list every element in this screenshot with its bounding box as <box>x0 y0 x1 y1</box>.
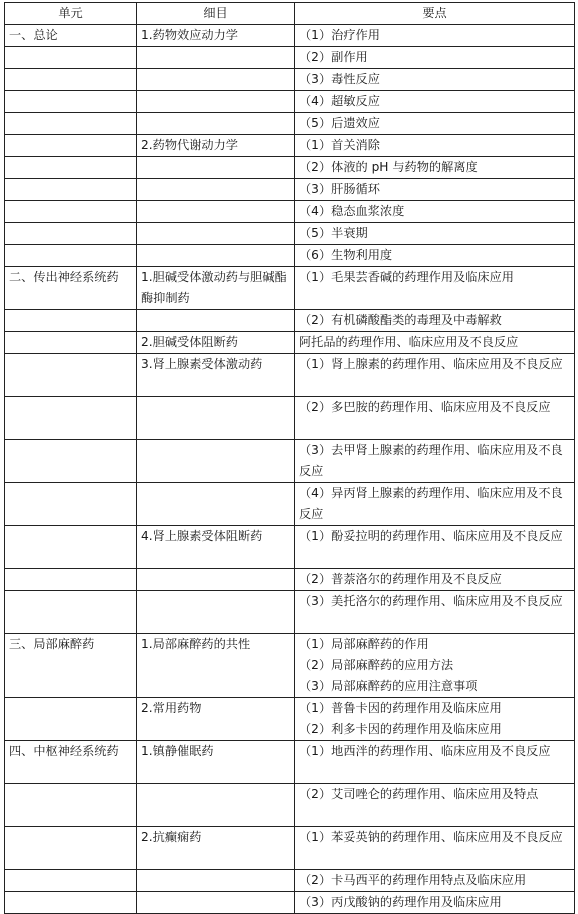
unit-cell <box>5 69 137 91</box>
point-cell: （2）多巴胺的药理作用、临床应用及不良反应 <box>295 397 575 440</box>
table-row <box>5 569 575 591</box>
detail-cell <box>137 310 295 332</box>
table-row <box>5 201 575 223</box>
point-cell: （1）首关消除 <box>295 135 575 157</box>
point-line: （2）局部麻醉药的应用方法 <box>299 658 454 672</box>
detail-cell <box>137 591 295 634</box>
point-line: （1）普鲁卡因的药理作用及临床应用 <box>299 701 502 715</box>
point-cell: （1）酚妥拉明的药理作用、临床应用及不良反应 <box>295 526 575 569</box>
point-cell: （5）半衰期 <box>295 223 575 245</box>
detail-cell <box>137 201 295 223</box>
detail-cell: 1.镇静催眠药 <box>137 741 295 784</box>
header-row <box>5 3 575 25</box>
point-cell: （2）普萘洛尔的药理作用及不良反应 <box>295 569 575 591</box>
unit-cell <box>5 827 137 870</box>
detail-cell <box>137 113 295 135</box>
table-row <box>5 310 575 332</box>
detail-cell <box>137 870 295 892</box>
table-row <box>5 25 575 47</box>
syllabus-table <box>4 2 575 914</box>
detail-cell <box>137 69 295 91</box>
table-row <box>5 483 575 526</box>
point-cell: （5）后遗效应 <box>295 113 575 135</box>
unit-cell <box>5 245 137 267</box>
detail-cell <box>137 569 295 591</box>
unit-cell <box>5 483 137 526</box>
table-row <box>5 245 575 267</box>
detail-cell: 2.胆碱受体阻断药 <box>137 332 295 354</box>
point-cell: （3）肝肠循环 <box>295 179 575 201</box>
point-cell <box>295 698 575 741</box>
table-row <box>5 397 575 440</box>
table-row <box>5 784 575 827</box>
unit-cell <box>5 223 137 245</box>
point-cell: （4）超敏反应 <box>295 91 575 113</box>
table-row <box>5 113 575 135</box>
detail-cell: 4.肾上腺素受体阻断药 <box>137 526 295 569</box>
point-line: （1）局部麻醉药的作用 <box>299 637 429 651</box>
detail-cell <box>137 892 295 914</box>
unit-cell <box>5 332 137 354</box>
unit-cell <box>5 784 137 827</box>
detail-cell <box>137 47 295 69</box>
unit-cell <box>5 91 137 113</box>
table-row <box>5 591 575 634</box>
unit-cell <box>5 870 137 892</box>
detail-cell: 1.胆碱受体激动药与胆碱酯酶抑制药 <box>137 267 295 310</box>
unit-cell: 二、传出神经系统药 <box>5 267 137 310</box>
point-cell: （1）治疗作用 <box>295 25 575 47</box>
detail-cell <box>137 245 295 267</box>
unit-cell <box>5 310 137 332</box>
table-row <box>5 870 575 892</box>
point-cell: （3）美托洛尔的药理作用、临床应用及不良反应 <box>295 591 575 634</box>
point-cell: （1）地西泮的药理作用、临床应用及不良反应 <box>295 741 575 784</box>
table-row <box>5 267 575 310</box>
point-cell: （1）苯妥英钠的药理作用、临床应用及不良反应 <box>295 827 575 870</box>
table-row <box>5 47 575 69</box>
unit-cell <box>5 157 137 179</box>
unit-cell <box>5 354 137 397</box>
point-cell: （6）生物利用度 <box>295 245 575 267</box>
detail-cell: 2.药物代谢动力学 <box>137 135 295 157</box>
detail-cell: 2.常用药物 <box>137 698 295 741</box>
point-cell: （2）有机磷酸酯类的毒理及中毒解救 <box>295 310 575 332</box>
point-cell: （1）毛果芸香碱的药理作用及临床应用 <box>295 267 575 310</box>
unit-cell: 一、总论 <box>5 25 137 47</box>
unit-cell: 三、局部麻醉药 <box>5 634 137 698</box>
unit-cell: 四、中枢神经系统药 <box>5 741 137 784</box>
detail-cell <box>137 397 295 440</box>
point-cell <box>295 634 575 698</box>
unit-cell <box>5 591 137 634</box>
point-line: （3）局部麻醉药的应用注意事项 <box>299 679 478 693</box>
point-cell: （2）副作用 <box>295 47 575 69</box>
table-row <box>5 223 575 245</box>
detail-cell <box>137 483 295 526</box>
detail-cell: 1.局部麻醉药的共性 <box>137 634 295 698</box>
detail-cell <box>137 91 295 113</box>
point-cell: （3）丙戊酸钠的药理作用及临床应用 <box>295 892 575 914</box>
point-cell: （3）去甲肾上腺素的药理作用、临床应用及不良反应 <box>295 440 575 483</box>
unit-cell <box>5 892 137 914</box>
table-row <box>5 157 575 179</box>
table-row <box>5 634 575 698</box>
point-cell: （3）毒性反应 <box>295 69 575 91</box>
unit-cell <box>5 526 137 569</box>
unit-cell <box>5 47 137 69</box>
unit-cell <box>5 201 137 223</box>
table-row <box>5 440 575 483</box>
point-cell: 阿托品的药理作用、临床应用及不良反应 <box>295 332 575 354</box>
table-row <box>5 69 575 91</box>
unit-cell <box>5 179 137 201</box>
point-cell: （4）异丙肾上腺素的药理作用、临床应用及不良反应 <box>295 483 575 526</box>
unit-cell <box>5 440 137 483</box>
detail-cell <box>137 179 295 201</box>
detail-cell <box>137 440 295 483</box>
point-cell: （2）艾司唑仑的药理作用、临床应用及特点 <box>295 784 575 827</box>
table-row <box>5 741 575 784</box>
table-row <box>5 892 575 914</box>
table-row <box>5 698 575 741</box>
detail-cell <box>137 784 295 827</box>
unit-cell <box>5 113 137 135</box>
table-row <box>5 332 575 354</box>
detail-cell: 3.肾上腺素受体激动药 <box>137 354 295 397</box>
header-detail: 细目 <box>137 3 295 25</box>
table-row <box>5 91 575 113</box>
header-point: 要点 <box>295 3 575 25</box>
point-line: （2）利多卡因的药理作用及临床应用 <box>299 722 502 736</box>
detail-cell: 1.药物效应动力学 <box>137 25 295 47</box>
point-cell: （4）稳态血浆浓度 <box>295 201 575 223</box>
table-row <box>5 526 575 569</box>
point-cell: （2）卡马西平的药理作用特点及临床应用 <box>295 870 575 892</box>
table-row <box>5 179 575 201</box>
point-cell: （2）体液的 pH 与药物的解离度 <box>295 157 575 179</box>
point-cell: （1）肾上腺素的药理作用、临床应用及不良反应 <box>295 354 575 397</box>
unit-cell <box>5 569 137 591</box>
unit-cell <box>5 698 137 741</box>
detail-cell <box>137 157 295 179</box>
table-row <box>5 827 575 870</box>
detail-cell: 2.抗癫痫药 <box>137 827 295 870</box>
table-row <box>5 135 575 157</box>
detail-cell <box>137 223 295 245</box>
header-unit: 单元 <box>5 3 137 25</box>
unit-cell <box>5 135 137 157</box>
table-row <box>5 354 575 397</box>
unit-cell <box>5 397 137 440</box>
